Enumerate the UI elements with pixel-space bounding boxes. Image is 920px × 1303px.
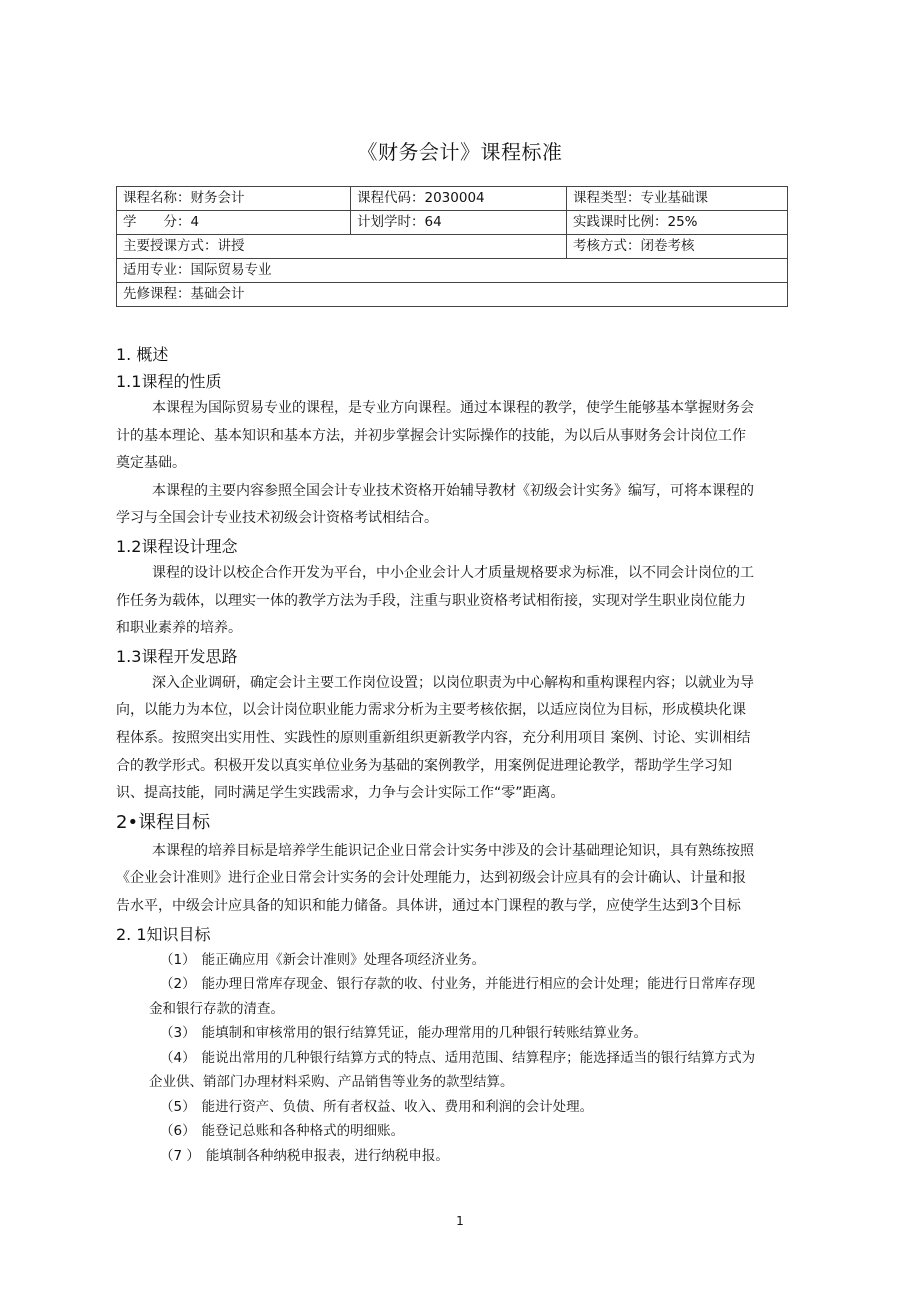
- table-row: [117, 259, 788, 283]
- list-item: （2） 能办理日常库存现金、银行存款的收、付业务，并能进行相应的会计处理；能进行日常库存现金和银行存款的清查。: [149, 976, 756, 1017]
- list-item: （3） 能填制和审核常用的银行结算凭证，能办理常用的几种银行转账结算业务。: [160, 1025, 648, 1041]
- paragraph: 课程的设计以校企合作开发为平台，中小企业会计人才质量规格要求为标准，以不同会计岗位的工作任务为载体，以理实一体的教学方法为手段，注重与职业资格考试相衔接，实现对学生职业岗位能力和职业素养的培养。: [116, 564, 754, 637]
- credits-cell: 学 分：4: [117, 211, 351, 235]
- paragraph: 深入企业调研，确定会计主要工作岗位设置；以岗位职责为中心解构和重构课程内容；以就业为导向，以能力为本位，以会计岗位职业能力需求分析为主要考核依据，以适应岗位为目标，形成模块化课程体系。按照突出实用性、实践性的原则重新组织更新教学内容，充分利用项目 案例、讨论、实训相结合的教学形式。积极开发以真实单位业务为基础的案例教学，用案例促进理论教学，帮助学生学习知识、提高技能，同时满足学生实践需求，力争与会计实际工作“零”距离。: [116, 674, 754, 802]
- paragraph: 本课程为国际贸易专业的课程，是专业方向课程。通过本课程的教学，使学生能够基本掌握财务会计的基本理论、基本知识和基本方法，并初步掌握会计实际操作的技能，为以后从事财务会计岗位工作奠定基础。: [116, 400, 754, 472]
- section-heading-knowledge-goals: 2. 1知识目标: [116, 924, 211, 944]
- table-row: [117, 235, 788, 259]
- knowledge-goal-list: [116, 948, 756, 1169]
- course-type-cell: 课程类型：专业基础课: [567, 187, 788, 211]
- teaching-method-cell: 主要授课方式：讲授: [117, 235, 567, 259]
- course-name-cell: 课程名称：财务会计: [117, 187, 351, 211]
- list-item: （6） 能登记总账和各种格式的明细账。: [160, 1123, 405, 1139]
- table-row: [117, 187, 788, 211]
- list-item: （7 ） 能填制各种纳税申报表，进行纳税申报。: [160, 1147, 449, 1164]
- table-row: [117, 283, 788, 307]
- applicable-major-cell: 适用专业：国际贸易专业: [117, 259, 788, 283]
- document-body: [116, 342, 756, 1168]
- list-item: （5） 能进行资产、负债、所有者权益、收入、费用和利润的会计处理。: [160, 1098, 594, 1115]
- practice-ratio-cell: 实践课时比例：25%: [567, 211, 788, 235]
- list-item: （4） 能说出常用的几种银行结算方式的特点、适用范围、结算程序；能选择适当的银行结算方式为企业供、销部门办理材料采购、产品销售等业务的款型结算。: [149, 1049, 756, 1090]
- planned-hours-cell: 计划学时：64: [351, 211, 567, 235]
- section-heading-nature: 1.1课程的性质: [116, 372, 222, 391]
- course-info-table: [116, 186, 788, 307]
- section-heading-overview: 1. 概述: [116, 345, 169, 364]
- prerequisite-cell: 先修课程：基础会计: [117, 283, 788, 307]
- list-item: （1） 能正确应用《新会计准则》处理各项经济业务。: [160, 951, 486, 968]
- section-heading-development: 1.3课程开发思路: [116, 646, 238, 666]
- page-title: 《财务会计》课程标准: [357, 140, 563, 164]
- paragraph: 本课程的培养目标是培养学生能识记企业日常会计实务中涉及的会计基础理论知识，具有熟练按照《企业会计准则》进行企业日常会计实务的会计处理能力，达到初级会计应具有的会计确认、计量和报告水平，中级会计应具备的知识和能力储备。具体讲，通过本门课程的教与学，应使学生达到3个目标: [116, 842, 754, 914]
- table-row: [117, 211, 788, 235]
- page-number: 1: [456, 1214, 464, 1228]
- course-code-cell: 课程代码：2030004: [351, 187, 567, 211]
- paragraph: 本课程的主要内容参照全国会计专业技术资格开始辅导教材《初级会计实务》编写，可将本课程的学习与全国会计专业技术初级会计资格考试相结合。: [116, 482, 754, 527]
- section-heading-design-concept: 1.2课程设计理念: [116, 536, 238, 556]
- assessment-cell: 考核方式：闭卷考核: [567, 235, 788, 259]
- section-heading-goals: 2•课程目标: [116, 811, 211, 833]
